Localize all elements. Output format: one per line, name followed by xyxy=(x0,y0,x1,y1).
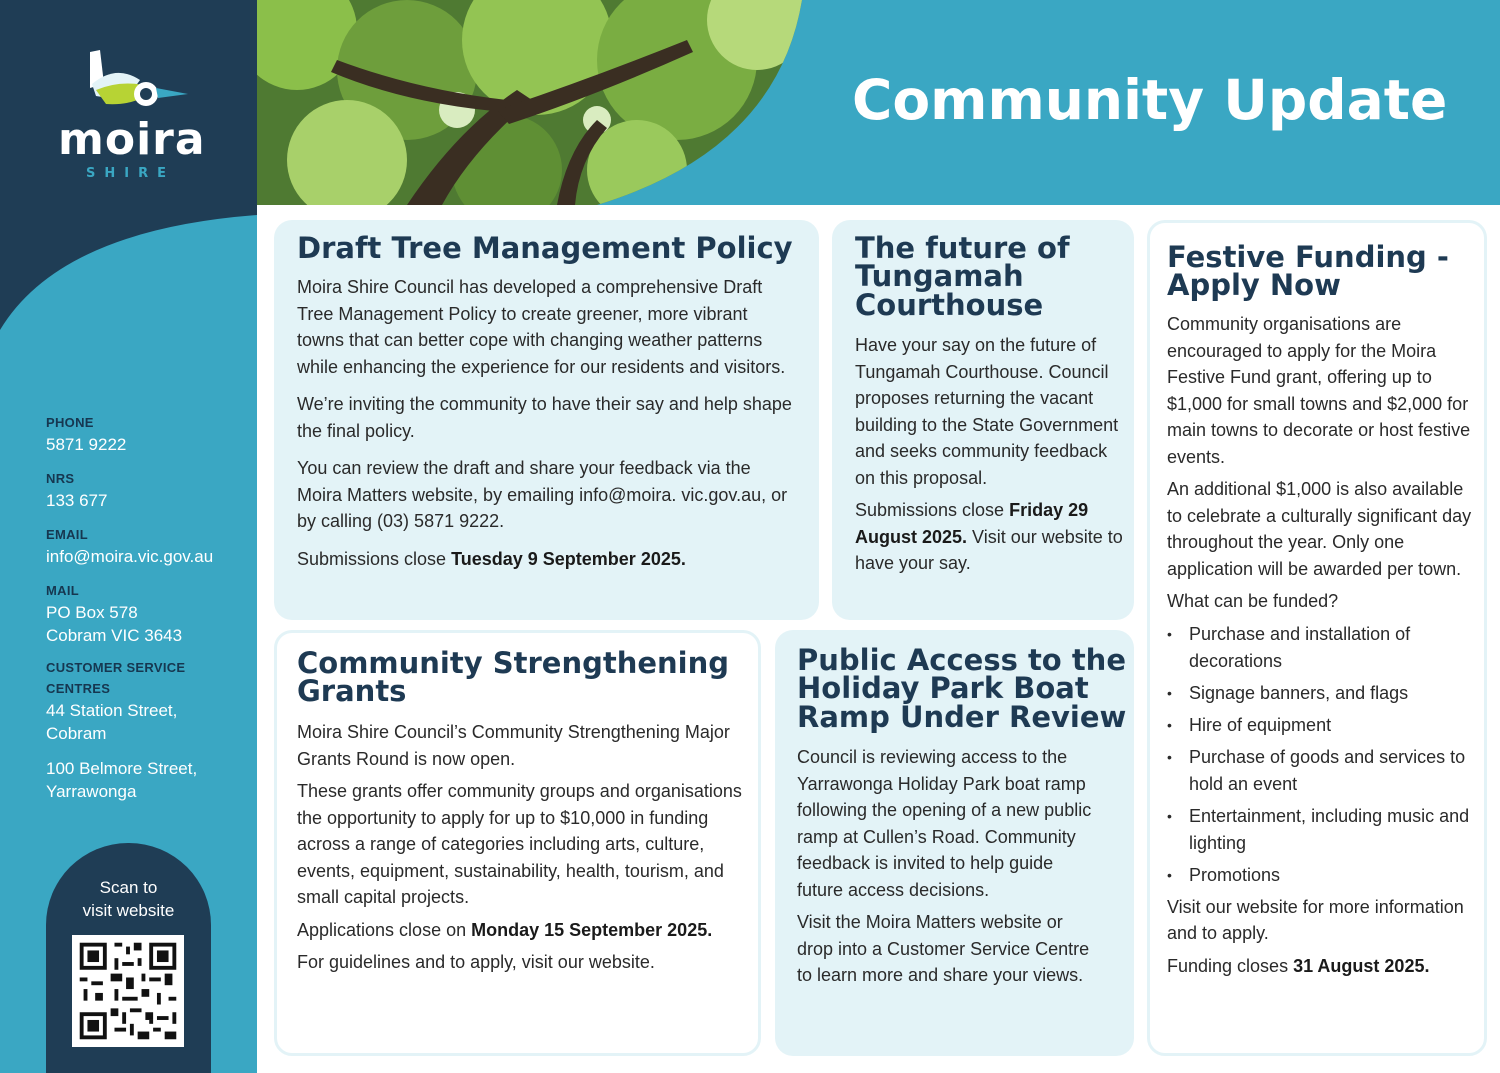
contact-details xyxy=(46,412,246,815)
mail-line-1: PO Box 578 xyxy=(46,603,138,622)
centres-label xyxy=(46,657,246,699)
grants-title-line-1: Community Strengthening xyxy=(297,646,730,680)
centres-label-line-2: CENTRES xyxy=(46,681,111,696)
courthouse-card xyxy=(832,220,1134,620)
grants-intro: Moira Shire Council’s Community Strengthening Major Grants Round is now open. xyxy=(297,722,730,769)
courthouse-title-line-2: Tungamah xyxy=(855,259,1024,294)
tree-policy-card xyxy=(274,220,819,620)
boat-ramp-visit: Visit the Moira Matters website or drop into a Customer Service Centre to learn more and share your views. xyxy=(797,912,1090,985)
grants-details: These grants offer community groups and organisations the opportunity to apply for up to $10,000 in funding across a range of categories including arts, culture, events, equipment, sustainability, health, tourism, and small capital projects. xyxy=(297,781,742,907)
festive-title-line-2: Apply Now xyxy=(1167,268,1341,303)
festive-body xyxy=(1167,311,1473,979)
qr-caption-line-2: visit website xyxy=(82,901,175,920)
tree-policy-intro: Moira Shire Council has developed a comprehensive Draft Tree Management Policy to create greener, more vibrant towns that can better cope with changing weather patterns while enhancing the experience for our residents and visitors. xyxy=(297,277,786,377)
boat-ramp-title-line-3: Ramp Under Review xyxy=(797,699,1127,734)
nrs-label: NRS xyxy=(46,471,75,486)
festive-close-date: 31 August 2025. xyxy=(1293,955,1430,976)
boat-ramp-card xyxy=(775,630,1134,1056)
tree-policy-close xyxy=(297,546,797,573)
email-label: EMAIL xyxy=(46,527,88,542)
festive-list xyxy=(1167,621,1473,889)
courthouse-intro: Have your say on the future of Tungamah Courthouse. Council proposes returning the vacant building to the State Government and seeks community feedback on this proposal. xyxy=(855,335,1119,488)
phone-value[interactable]: 5871 9222 xyxy=(46,435,127,454)
moira-bird-icon xyxy=(56,44,206,124)
festive-additional: An additional $1,000 is also available to celebrate a culturally significant day throughout the year. Only one application will be awarded per town. xyxy=(1167,479,1472,579)
header-banner xyxy=(257,0,1500,205)
list-item: • Entertainment, including music and lighting xyxy=(1167,803,1473,857)
courthouse-close-date: Friday 29 August 2025. xyxy=(855,500,1089,547)
festive-website: Visit our website for more information and to apply. xyxy=(1167,896,1464,943)
festive-title-line-1: Festive Funding - xyxy=(1167,240,1449,274)
centre-cobram-line-1: 44 Station Street, xyxy=(46,701,178,720)
courthouse-title-line-1: The future of xyxy=(855,231,1070,265)
centres-label-line-1: CUSTOMER SERVICE xyxy=(46,660,186,675)
qr-panel xyxy=(46,843,211,1073)
centre-cobram xyxy=(46,699,246,745)
festive-card xyxy=(1147,220,1487,1056)
list-item: • Purchase and installation of decorations xyxy=(1167,621,1473,675)
festive-title xyxy=(1167,240,1477,303)
festive-question: What can be funded? xyxy=(1167,591,1339,611)
list-item: • Promotions xyxy=(1167,862,1473,889)
courthouse-body xyxy=(855,332,1125,577)
boat-ramp-intro: Council is reviewing access to the Yarrawonga Holiday Park boat ramp following the opening of a new public ramp at Cullen’s Road. Community feedback is invited to help guide future access decisions. xyxy=(797,747,1092,900)
mail-address xyxy=(46,601,246,647)
tree-policy-close-date: Tuesday 9 September 2025. xyxy=(451,548,686,569)
courthouse-title xyxy=(855,231,1125,322)
boat-ramp-title xyxy=(797,643,1127,734)
nrs-value[interactable]: 133 677 xyxy=(46,491,108,510)
grants-body xyxy=(297,719,745,976)
list-item: • Purchase of goods and services to hold an event xyxy=(1167,744,1473,798)
logo-subtitle: SHIRE xyxy=(86,166,175,181)
boat-ramp-title-line-2: Holiday Park Boat xyxy=(797,671,1089,706)
grants-card xyxy=(274,630,761,1056)
grants-guidelines: For guidelines and to apply, visit our website. xyxy=(297,952,655,972)
courthouse-close xyxy=(855,497,1125,577)
courthouse-close-suffix: Visit our website to have your say. xyxy=(855,526,1123,573)
festive-close xyxy=(1167,953,1473,980)
centre-yarrawonga-line-1: 100 Belmore Street, xyxy=(46,759,198,778)
tree-policy-close-prefix: Submissions close xyxy=(297,548,452,569)
mail-label: MAIL xyxy=(46,583,79,598)
tree-policy-body xyxy=(297,274,797,572)
boat-ramp-body xyxy=(797,744,1099,989)
centre-yarrawonga xyxy=(46,757,246,803)
mail-line-2: Cobram VIC 3643 xyxy=(46,626,183,645)
grants-close xyxy=(297,917,745,944)
qr-code-icon xyxy=(72,935,184,1047)
festive-close-prefix: Funding closes xyxy=(1167,955,1294,976)
grants-title xyxy=(297,646,757,709)
centre-yarrawonga-line-2: Yarrawonga xyxy=(46,782,137,801)
phone-label: PHONE xyxy=(46,415,94,430)
tree-policy-invite: We’re inviting the community to have their say and help shape the final policy. xyxy=(297,394,792,441)
list-item: • Signage banners, and flags xyxy=(1167,680,1473,707)
courthouse-title-line-3: Courthouse xyxy=(855,287,1044,322)
grants-close-prefix: Applications close on xyxy=(297,919,472,940)
grants-close-date: Monday 15 September 2025. xyxy=(471,919,713,940)
sidebar xyxy=(0,0,257,1073)
logo-wordmark: moira xyxy=(58,114,206,165)
qr-caption xyxy=(46,876,211,922)
boat-ramp-title-line-1: Public Access to the xyxy=(797,643,1126,677)
email-link[interactable]: info@moira.vic.gov.au xyxy=(46,547,214,566)
tree-policy-feedback: You can review the draft and share your feedback via the Moira Matters website, by emailing info@moira. vic.gov.au, or by calling (03) 5871 9222. xyxy=(297,458,788,531)
qr-caption-line-1: Scan to xyxy=(99,878,158,897)
centre-cobram-line-2: Cobram xyxy=(46,724,107,743)
qr-code[interactable] xyxy=(72,935,184,1047)
festive-intro: Community organisations are encouraged to apply for the Moira Festive Fund grant, offering up to $1,000 for small towns and $2,000 for main towns to decorate or host festive events. xyxy=(1167,314,1471,467)
grants-title-line-2: Grants xyxy=(297,674,407,709)
page-title: Community Update xyxy=(852,68,1448,132)
list-item: • Hire of equipment xyxy=(1167,712,1473,739)
courthouse-close-prefix: Submissions close xyxy=(855,500,1010,520)
tree-policy-title: Draft Tree Management Policy xyxy=(297,231,793,265)
